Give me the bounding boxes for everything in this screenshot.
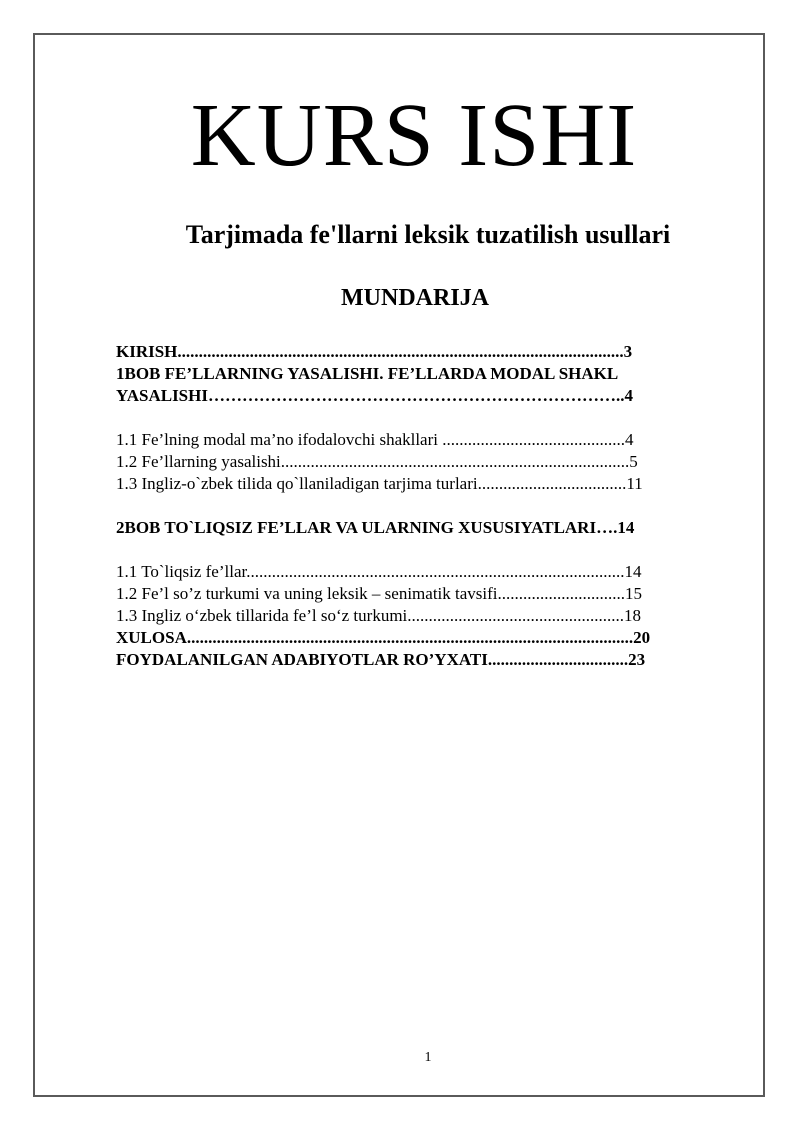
toc-entry-section-2-2: 1.2 Fe’l so’z turkumi va uning leksik – senimatik tavsifi..............................15 bbox=[116, 584, 643, 603]
toc-entry-chapter-1-line-2: YASALISHI………………………………………………………………..4 bbox=[116, 386, 633, 405]
toc-entry-section-2-1: 1.1 To`liqsiz fe’llar.........................................................................................14 bbox=[116, 562, 642, 581]
document-subtitle: Tarjimada fe'llarni leksik tuzatilish usullari bbox=[185, 220, 671, 249]
toc-entry-section-1-3: 1.3 Ingliz-o`zbek tilida qo`llaniladigan tarjima turlari...................................11 bbox=[116, 474, 643, 493]
toc-entry-chapter-2: 2BOB TO`LIQSIZ FE’LLAR VA ULARNING XUSUSIYATLARI….14 bbox=[116, 518, 635, 537]
toc-entry-bibliography: FOYDALANILGAN ADABIYOTLAR RO’YXATI.................................23 bbox=[116, 650, 646, 669]
toc-spacer bbox=[116, 407, 716, 429]
page-number: 1 bbox=[424, 1050, 432, 1065]
toc-entry-section-1-2: 1.2 Fe’llarning yasalishi..................................................................................5 bbox=[116, 452, 638, 471]
document-title: KURS ISHI bbox=[190, 86, 638, 185]
toc-entry-kirish: KIRISH.........................................................................................................3 bbox=[116, 342, 633, 361]
toc-entry-section-2-3: 1.3 Ingliz o‘zbek tillarida fe’l so‘z turkumi...................................................18 bbox=[116, 606, 642, 625]
toc-spacer bbox=[116, 495, 716, 517]
toc-spacer bbox=[116, 539, 716, 561]
toc-entry-xulosa: XULOSA.........................................................................................................20 bbox=[116, 628, 651, 647]
toc-entry-chapter-1-line-1: 1BOB FE’LLARNING YASALISHI. FE’LLARDA MODAL SHAKL bbox=[116, 364, 619, 383]
table-of-contents bbox=[116, 341, 716, 671]
toc-entry-section-1-1: 1.1 Fe’lning modal ma’no ifodalovchi shakllari ...........................................4 bbox=[116, 430, 634, 449]
toc-heading: MUNDARIJA bbox=[341, 285, 489, 311]
